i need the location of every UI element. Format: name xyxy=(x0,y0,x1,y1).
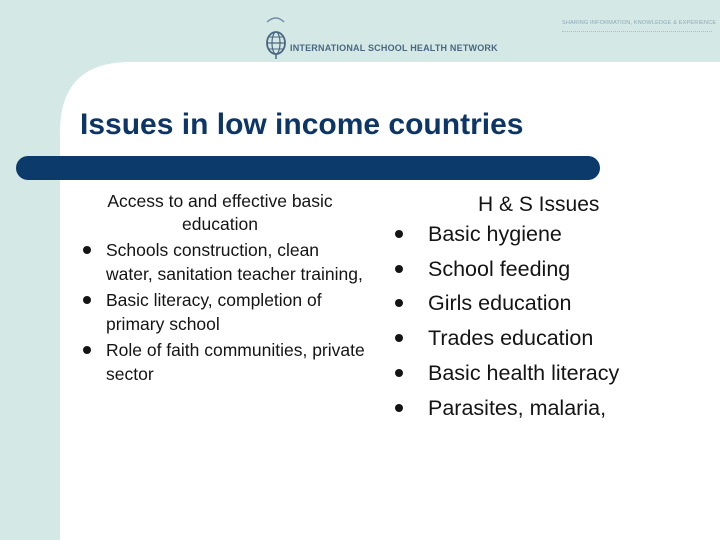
list-item xyxy=(390,252,710,287)
right-column xyxy=(390,193,710,425)
list-item-text: Role of faith communities, private sector xyxy=(106,340,365,384)
list-item xyxy=(390,356,710,391)
header-tagline: SHARING INFORMATION, KNOWLEDGE & EXPERIENCE xyxy=(562,20,717,26)
slide-title: Issues in low income countries xyxy=(80,108,524,141)
tagline-divider xyxy=(562,31,712,32)
title-underline-bar xyxy=(16,156,600,180)
bullet-icon xyxy=(395,265,403,273)
right-heading: H & S Issues xyxy=(478,193,600,216)
bullet-icon xyxy=(395,230,403,238)
bullet-icon xyxy=(83,346,91,354)
list-item xyxy=(390,286,710,321)
bullet-icon xyxy=(395,404,403,412)
bullet-icon xyxy=(83,246,91,254)
bullet-icon xyxy=(395,334,403,342)
list-item xyxy=(390,217,710,252)
list-item-text: Girls education xyxy=(428,291,572,316)
bullet-icon xyxy=(395,299,403,307)
list-item-text: Basic health literacy xyxy=(428,360,620,385)
left-column xyxy=(80,190,370,386)
background-left-band xyxy=(0,0,60,540)
list-item-text: Schools construction, clean water, sanitation teacher training, xyxy=(106,240,363,284)
list-item xyxy=(80,288,370,336)
list-item-text: Basic literacy, completion of primary school xyxy=(106,290,322,334)
right-bullet-list xyxy=(390,217,710,425)
list-item xyxy=(80,338,370,386)
organization-name: INTERNATIONAL SCHOOL HEALTH NETWORK xyxy=(290,43,498,53)
bullet-icon xyxy=(395,369,403,377)
list-item-text: School feeding xyxy=(428,256,571,281)
list-item-text: Parasites, malaria, xyxy=(428,395,607,420)
list-item-text: Basic hygiene xyxy=(428,222,562,246)
list-item xyxy=(390,391,710,426)
left-heading: Access to and effective basic education xyxy=(107,191,333,234)
bullet-icon xyxy=(83,296,91,304)
left-bullet-list xyxy=(80,238,370,386)
globe-logo-icon xyxy=(262,16,290,60)
list-item xyxy=(390,321,710,356)
list-item xyxy=(80,238,370,286)
list-item-text: Trades education xyxy=(428,326,594,351)
